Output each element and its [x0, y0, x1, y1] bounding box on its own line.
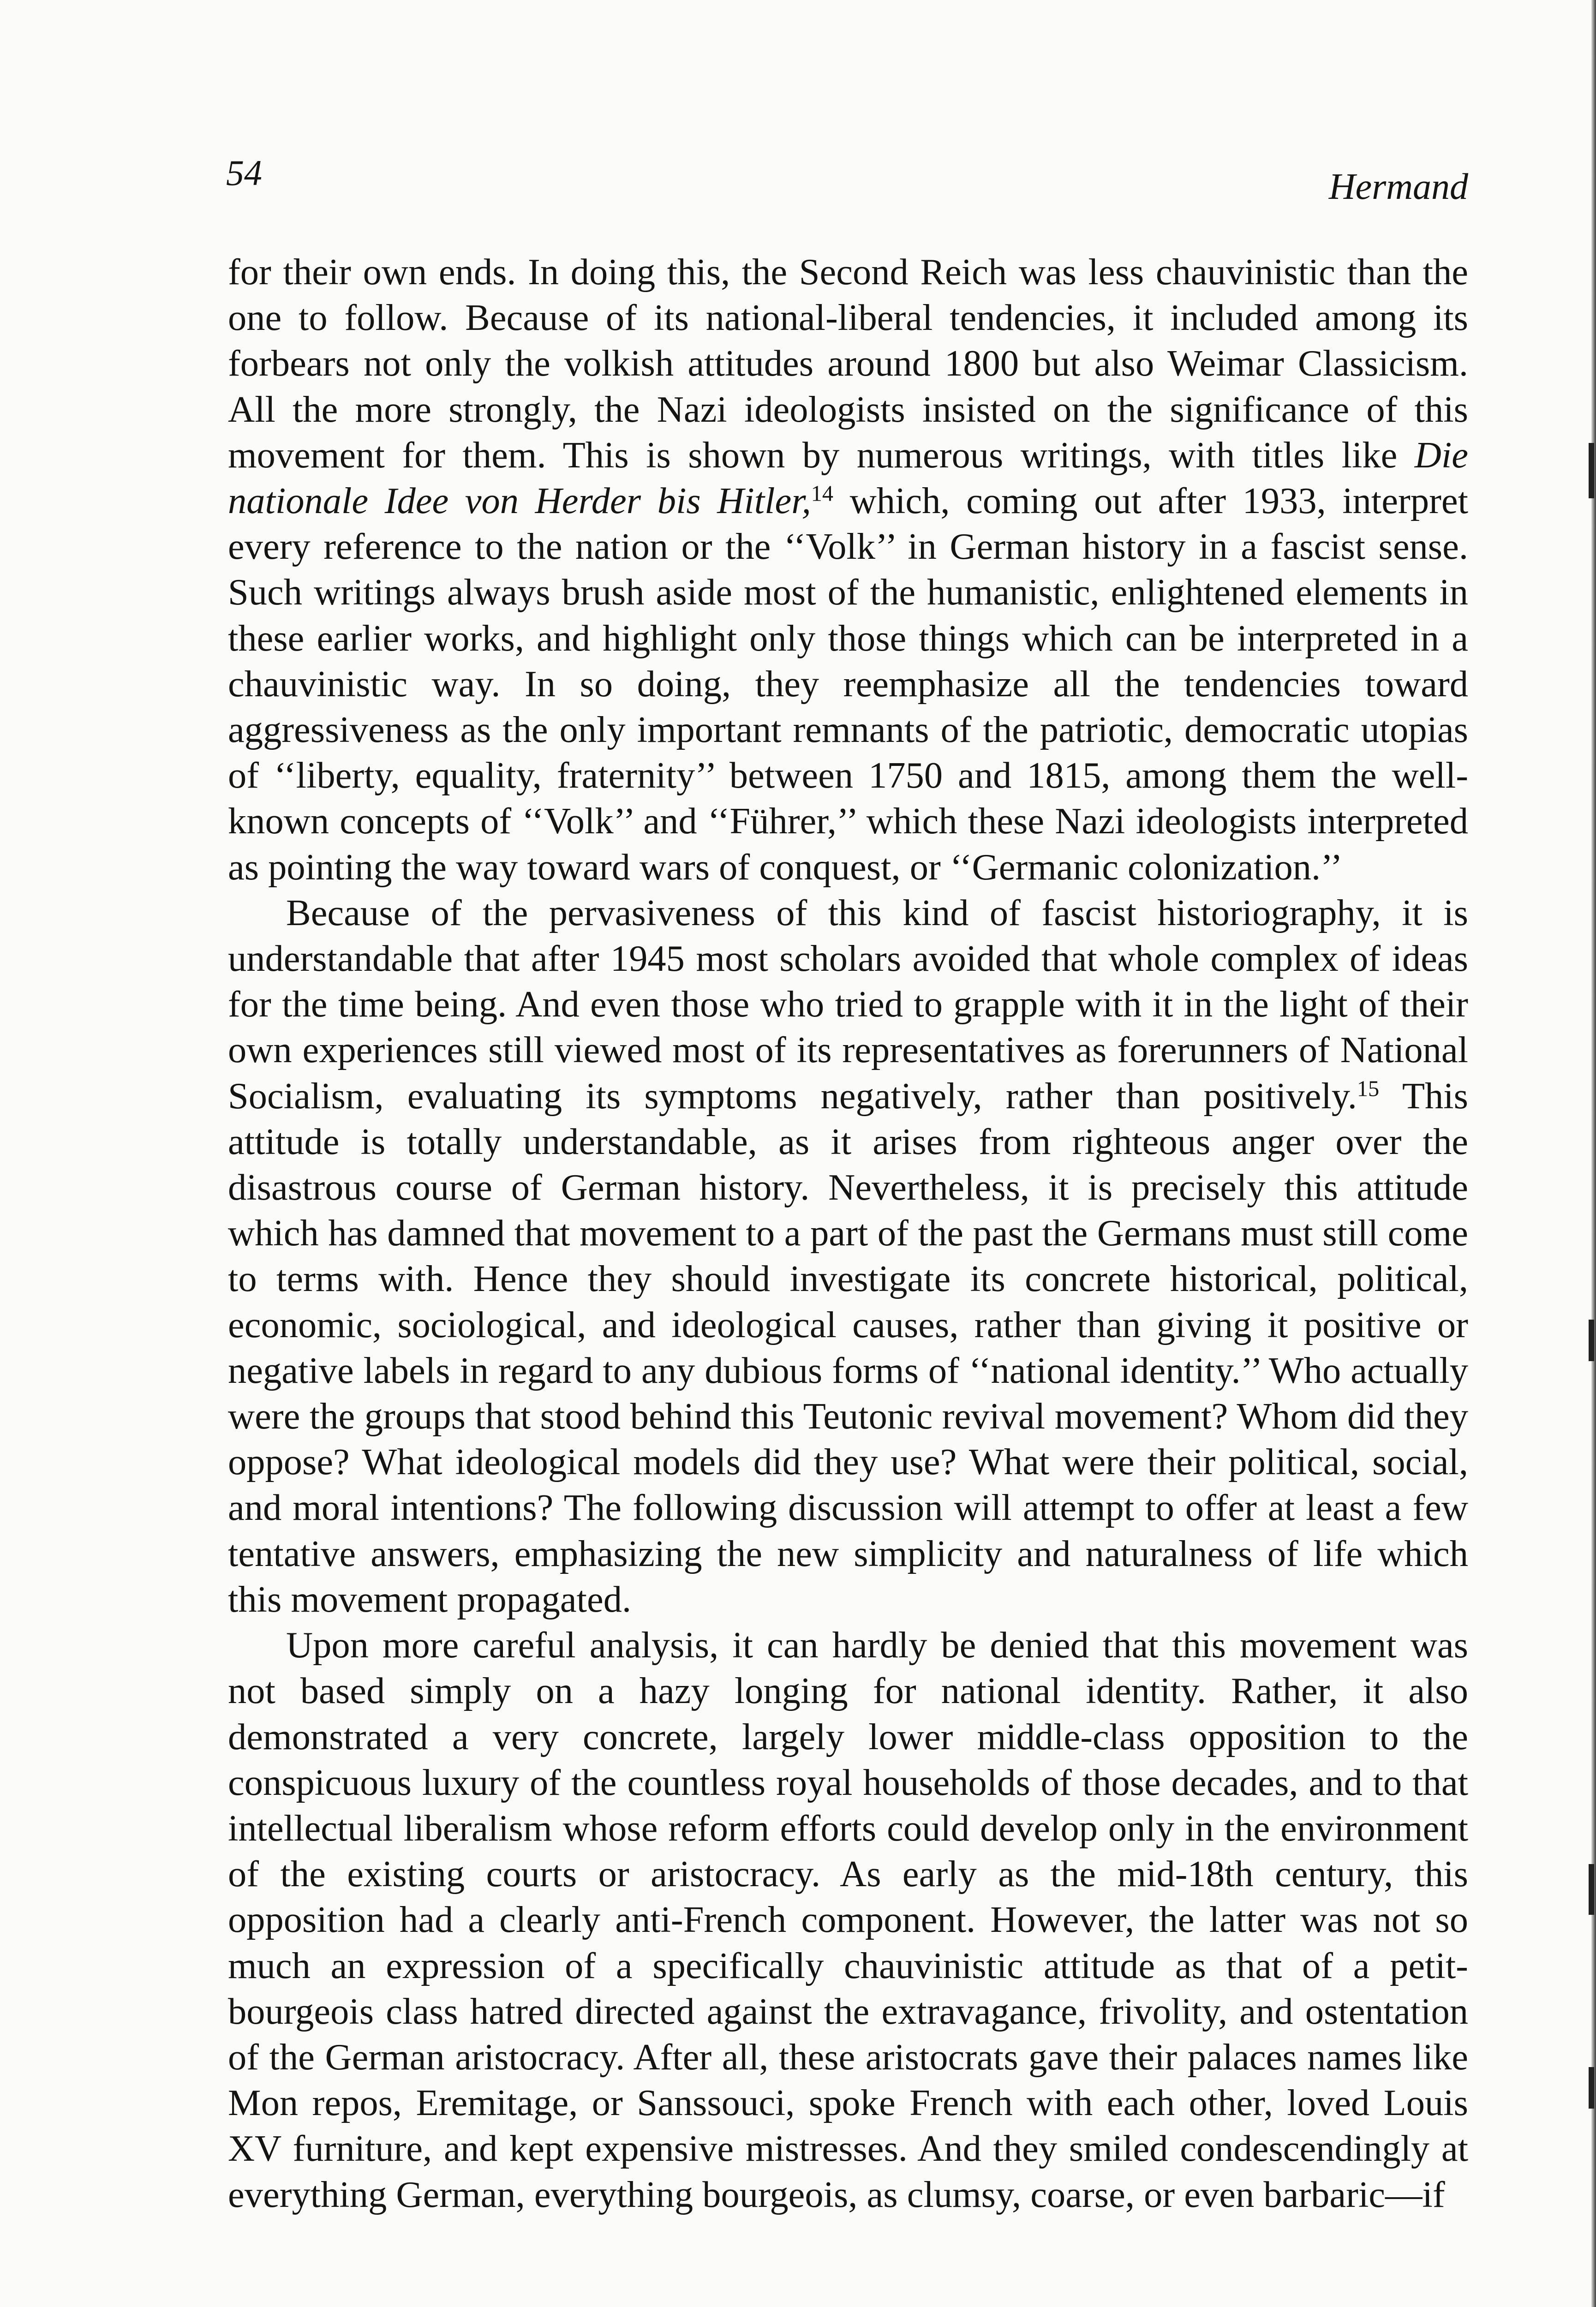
- text-run: Because of the pervasiveness of this kind of fascist historiography, it is understandable that after 1945 most scholars avoided that whole complex of ideas for the time being. And even those who tried to grapple with it in the light of their own experiences still viewed most of its representatives as forerunners of National Socialism, evaluating its symptoms negatively, rather than positively.: [228, 892, 1468, 1117]
- running-head: Hermand: [1328, 167, 1468, 207]
- book-title: Die nationale Idee von Herder bis Hitler,: [228, 434, 1468, 522]
- scan-edge-mark: [1589, 1320, 1594, 1361]
- paragraph-3: [228, 1622, 1468, 2217]
- scan-edge-mark: [1589, 1864, 1594, 1915]
- scan-right-edge: [1591, 0, 1596, 2307]
- footnote-ref-14: 14: [811, 481, 834, 506]
- paragraph-1: [228, 249, 1468, 890]
- scan-edge-mark: [1589, 2067, 1594, 2109]
- body-text: [228, 249, 1468, 2217]
- text-run: This attitude is totally understandable, as it arises from righteous anger over the disastrous course of German history. Nevertheless, it is precisely this attitude which has damned that movement to a part of the past the Germans must still come to terms with. Hence they should investigate its concrete historical, political, economic, sociological, and ideological causes, rather than giving it positive or negative labels in regard to any dubious forms of ‘‘national identity.’’ Who actually were the groups that stood behind this Teutonic revival movement? Whom did they oppose? What ideological models did they use? What were their political, social, and moral intentions? The following discussion will attempt to offer at least a few tentative answers, emphasizing the new simplicity and naturalness of life which this movement propagated.: [228, 1075, 1468, 1620]
- text-run: which, coming out after 1933, interpret every reference to the nation or the ‘‘Volk’’ in German history in a fascist sense. Such writings always brush aside most of the humanistic, enlightened elements in these earlier works, and highlight only those things which can be interpreted in a chauvinistic way. In so doing, they reemphasize all the tendencies toward aggressiveness as the only important remnants of the patriotic, democratic utopias of ‘‘liberty, equality, fraternity’’ between 1750 and 1815, among them the well-known concepts of ‘‘Volk’’ and ‘‘Führer,’’ which these Nazi ideologists interpreted as pointing the way toward wars of conquest, or ‘‘Germanic colonization.’’: [228, 480, 1468, 888]
- paragraph-2: [228, 890, 1468, 1622]
- text-run: Upon more careful analysis, it can hardly be denied that this movement was not based simply on a hazy longing for national identity. Rather, it also demonstrated a very concrete, largely lower middle-class opposition to the conspicuous luxury of the countless royal households of those decades, and to that intellectual liberalism whose reform efforts could develop only in the environment of the existing courts or aristocracy. As early as the mid-18th century, this opposition had a clearly anti-French component. However, the latter was not so much an expression of a specifically chauvinistic attitude as that of a petit-bourgeois class hatred directed against the extravagance, frivolity, and ostentation of the German aristocracy. After all, these aristocrats gave their palaces names like Mon repos, Eremitage, or Sanssouci, spoke French with each other, loved Louis XV furniture, and kept expensive mistresses. And they smiled condescendingly at everything German, everything bourgeois, as clumsy, coarse, or even barbaric—if: [228, 1625, 1468, 2215]
- footnote-ref-15: 15: [1357, 1076, 1380, 1101]
- scan-edge-mark: [1589, 443, 1594, 498]
- page-number: 54: [226, 153, 262, 193]
- text-run: for their own ends. In doing this, the Second Reich was less chauvinistic than the one to follow. Because of its national-liberal tendencies, it included among its forbears not only the volkish attitudes around 1800 but also Weimar Classicism. All the more strongly, the Nazi ideologists insisted on the significance of this movement for them. This is shown by numerous writings, with titles like: [228, 251, 1468, 476]
